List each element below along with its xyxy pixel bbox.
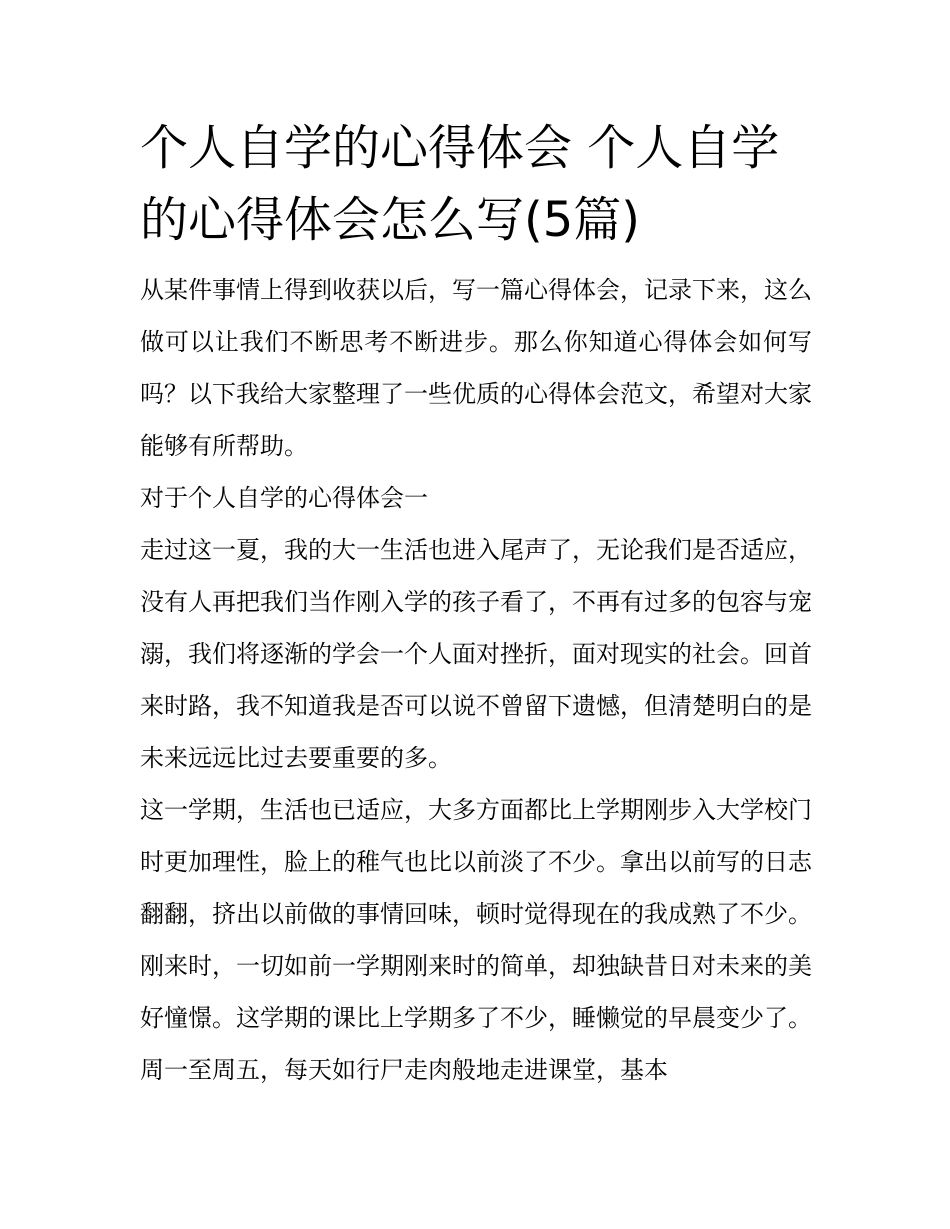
document-title: 个人自学的心得体会 个人自学的心得体会怎么写(5篇)	[140, 120, 780, 248]
document-body	[140, 112, 812, 1096]
intro-paragraph: 从某件事情上得到收获以后，写一篇心得体会，记录下来，这么做可以让我们不断思考不断进步。那么你知道心得体会如何写吗？以下我给大家整理了一些优质的心得体会范文，希望对大家能够有所帮助。	[140, 276, 812, 460]
body-paragraph-1: 走过这一夏，我的大一生活也进入尾声了，无论我们是否适应，没有人再把我们当作刚入学的孩子看了，不再有过多的包容与宠溺，我们将逐渐的学会一个人面对挫折，面对现实的社会。回首来时路，我不知道我是否可以说不曾留下遗憾，但清楚明白的是未来远远比过去要重要的多。	[140, 536, 812, 772]
body-paragraph-2: 这一学期，生活也已适应，大多方面都比上学期刚步入大学校门时更加理性，脸上的稚气也比以前淡了不少。拿出以前写的日志翻翻，挤出以前做的事情回味，顿时觉得现在的我成熟了不少。刚来时，一切如前一学期刚来时的简单，却独缺昔日对未来的美好憧憬。这学期的课比上学期多了不少，睡懒觉的早晨变少了。周一至周五，每天如行尸走肉般地走进课堂，基本	[140, 796, 812, 1084]
section-heading: 对于个人自学的心得体会一	[140, 484, 428, 512]
